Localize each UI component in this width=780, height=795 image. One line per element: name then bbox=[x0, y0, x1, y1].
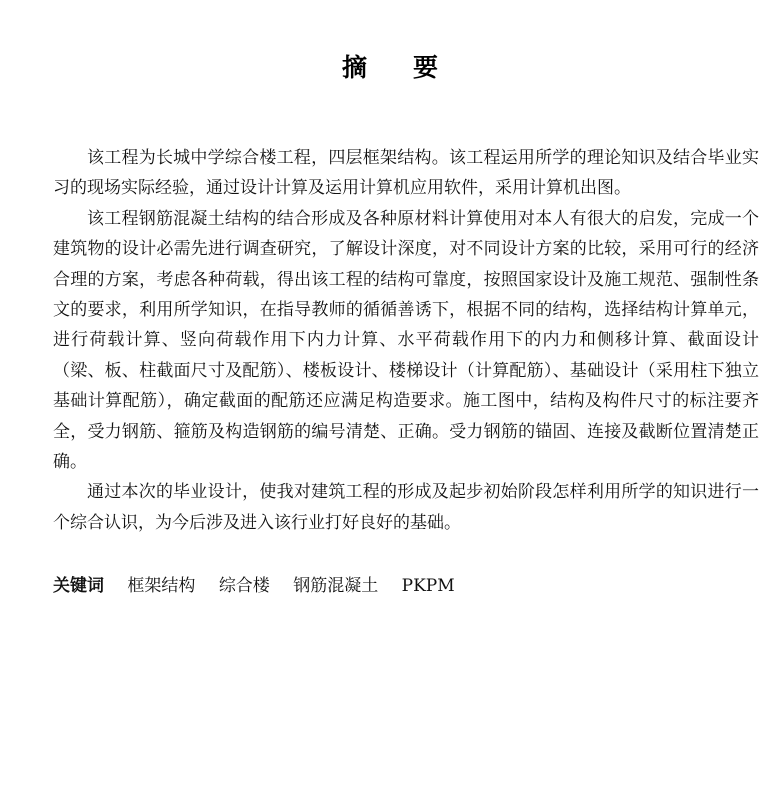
keyword-item: PKPM bbox=[401, 576, 455, 596]
abstract-paragraph: 该工程钢筋混凝土结构的结合形成及各种原材料计算使用对本人有很大的启发，完成一个建筑物的设计必需先进行调查研究，了解设计深度，对不同设计方案的比较，采用可行的经济合理的方案，考虑各种荷载，得出该工程的结构可靠度，按照国家设计及施工规范、强制性条文的要求，利用所学知识，在指导教师的循循善诱下，根据不同的结构，选择结构计算单元，进行荷载计算、竖向荷载作用下内力计算、水平荷载作用下的内力和侧移计算、截面设计（梁、板、柱截面尺寸及配筋）、楼板设计、楼梯设计（计算配筋）、基础设计（采用柱下独立基础计算配筋），确定截面的配筋还应满足构造要求。施工图中，结构及构件尺寸的标注要齐全，受力钢筋、箍筋及构造钢筋的编号清楚、正确。受力钢筋的锚固、连接及截断位置清楚正确。 bbox=[53, 208, 759, 473]
keyword-item: 综合楼 bbox=[218, 576, 270, 596]
abstract-paragraph: 通过本次的毕业设计，使我对建筑工程的形成及起步初始阶段怎样利用所学的知识进行一个综合认识，为今后涉及进入该行业打好良好的基础。 bbox=[53, 482, 759, 533]
keyword-item: 钢筋混凝土 bbox=[293, 576, 379, 596]
keywords-label: 关键词 bbox=[53, 576, 104, 596]
keyword-item: 框架结构 bbox=[127, 576, 196, 596]
abstract-paragraph: 该工程为长城中学综合楼工程，四层框架结构。该工程运用所学的理论知识及结合毕业实习的现场实际经验，通过设计计算及运用计算机应用软件，采用计算机出图。 bbox=[53, 148, 759, 199]
keywords-line bbox=[53, 571, 759, 601]
abstract-body bbox=[53, 143, 759, 538]
abstract-title: 摘要 bbox=[341, 53, 484, 82]
